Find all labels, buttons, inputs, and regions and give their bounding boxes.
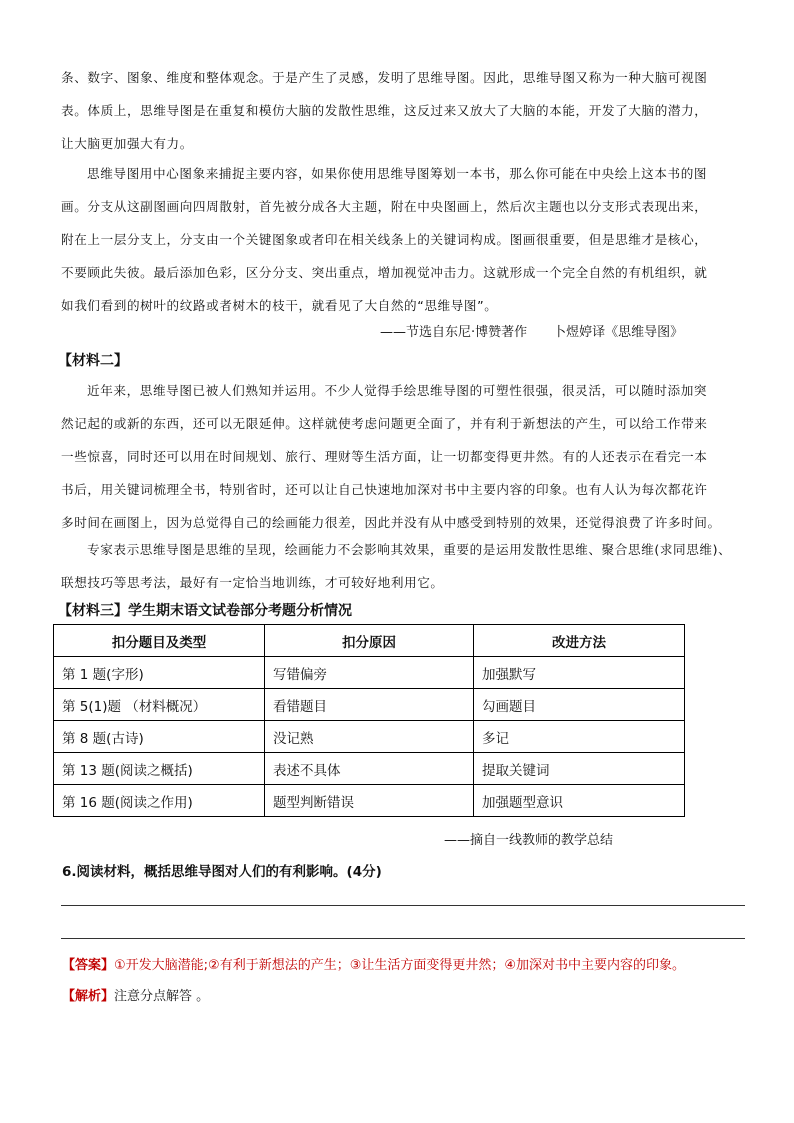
material2-para1: [61, 381, 745, 533]
material2-para2: [61, 540, 745, 593]
text-line: 然记起的或新的东西，还可以无限延伸。这样就使考虑问题更全面了，并有利于新想法的产生，可以给工作带来: [61, 416, 708, 431]
passage1-para2: [61, 164, 745, 316]
text-line: 如我们看到的树叶的纹路或者树木的枝干，就看见了大自然的“思维导图”。: [61, 298, 498, 313]
table-header-row: [54, 625, 685, 657]
table-cell: 勾画题目: [474, 689, 685, 721]
answer-text: ①开发大脑潜能;②有利于新想法的产生；③让生活方面变得更井然；④加深对书中主要内容的印象。: [114, 958, 686, 973]
table-row: [54, 785, 685, 817]
analysis-text: 注意分点解答 。: [114, 989, 210, 1004]
table-cell: 题型判断错误: [265, 785, 474, 817]
answer-line: [61, 938, 745, 939]
material2-heading: 【材料二】: [58, 353, 128, 369]
text-line: 一些惊喜，同时还可以用在时间规划、旅行、理财等生活方面，让一切都变得更井然。有的人还表示在看完一本: [61, 449, 708, 464]
table-cell: 看错题目: [265, 689, 474, 721]
table-row: [54, 721, 685, 753]
text-line: 条、数字、图象、维度和整体观念。于是产生了灵感，发明了思维导图。因此，思维导图又称为一种大脑可视图: [61, 70, 708, 85]
text-line: 让大脑更加强大有力。: [61, 136, 193, 151]
table-cell: 第 5(1)题 （材料概况）: [54, 689, 265, 721]
analysis-block: [62, 985, 209, 1004]
passage1-para1: [61, 68, 745, 154]
text-line: 附在上一层分支上，分支由一个关键图象或者印在相关线条上的关键词构成。图画很重要，但是思维才是核心，: [61, 232, 708, 247]
text-line: 不要顾此失彼。最后添加色彩，区分分支、突出重点，增加视觉冲击力。这就形成一个完全自然的有机组织，就: [61, 265, 708, 280]
answer-block: [62, 954, 685, 973]
material3-source: ——摘自一线教师的教学总结: [444, 833, 614, 848]
table-cell: 第 1 题(字形): [54, 657, 265, 689]
answer-line: [61, 905, 745, 906]
text-line: 联想技巧等思考法，最好有一定恰当地训练，才可较好地利用它。: [61, 575, 444, 590]
table-cell: 表述不具体: [265, 753, 474, 785]
text-line: 多时间在画图上，因为总觉得自己的绘画能力很差，因此并没有从中感受到特别的效果，还觉得浪费了许多时间。: [61, 515, 721, 530]
table-cell: 第 13 题(阅读之概括): [54, 753, 265, 785]
answer-label: 【答案】: [62, 958, 115, 973]
material3-heading: 【材料三】学生期末语文试卷部分考题分析情况: [58, 603, 352, 619]
table-cell: 第 8 题(古诗): [54, 721, 265, 753]
analysis-table: [53, 624, 685, 817]
text-line: 画。分支从这副图画向四周散射，首先被分成各大主题，附在中央图画上，然后次主题也以分支形式表现出来，: [61, 199, 708, 214]
analysis-label: 【解析】: [62, 989, 115, 1004]
table-cell: 多记: [474, 721, 685, 753]
text-line: 书后，用关键词梳理全书，特别省时，还可以让自己快速地加深对书中主要内容的印象。也有人认为每次都花许: [61, 482, 708, 497]
text-line: 近年来，思维导图已被人们熟知并运用。不少人觉得手绘思维导图的可塑性很强，很灵活，可以随时添加突: [87, 383, 708, 398]
table-row: [54, 689, 685, 721]
table-cell: 提取关键词: [474, 753, 685, 785]
table-cell: 加强题型意识: [474, 785, 685, 817]
question-text: 6.阅读材料，概括思维导图对人们的有利影响。(4分): [62, 864, 382, 880]
text-line: 思维导图用中心图象来捕捉主要内容，如果你使用思维导图筹划一本书，那么你可能在中央绘上这本书的图: [87, 166, 708, 181]
table-header: 扣分原因: [265, 625, 474, 657]
text-line: 表。体质上，思维导图是在重复和模仿大脑的发散性思维，这反过来又放大了大脑的本能，开发了大脑的潜力，: [61, 103, 708, 118]
table-header: 扣分题目及类型: [54, 625, 265, 657]
table-cell: 没记熟: [265, 721, 474, 753]
passage1-source: ——节选自东尼·博赞著作 卜煜婷译《思维导图》: [380, 325, 684, 340]
table-cell: 写错偏旁: [265, 657, 474, 689]
table-cell: 加强默写: [474, 657, 685, 689]
text-line: 专家表示思维导图是思维的呈现，绘画能力不会影响其效果，重要的是运用发散性思维、聚合思维(求同思维)、: [87, 542, 732, 557]
table-cell: 第 16 题(阅读之作用): [54, 785, 265, 817]
table-row: [54, 753, 685, 785]
table-header: 改进方法: [474, 625, 685, 657]
table-row: [54, 657, 685, 689]
